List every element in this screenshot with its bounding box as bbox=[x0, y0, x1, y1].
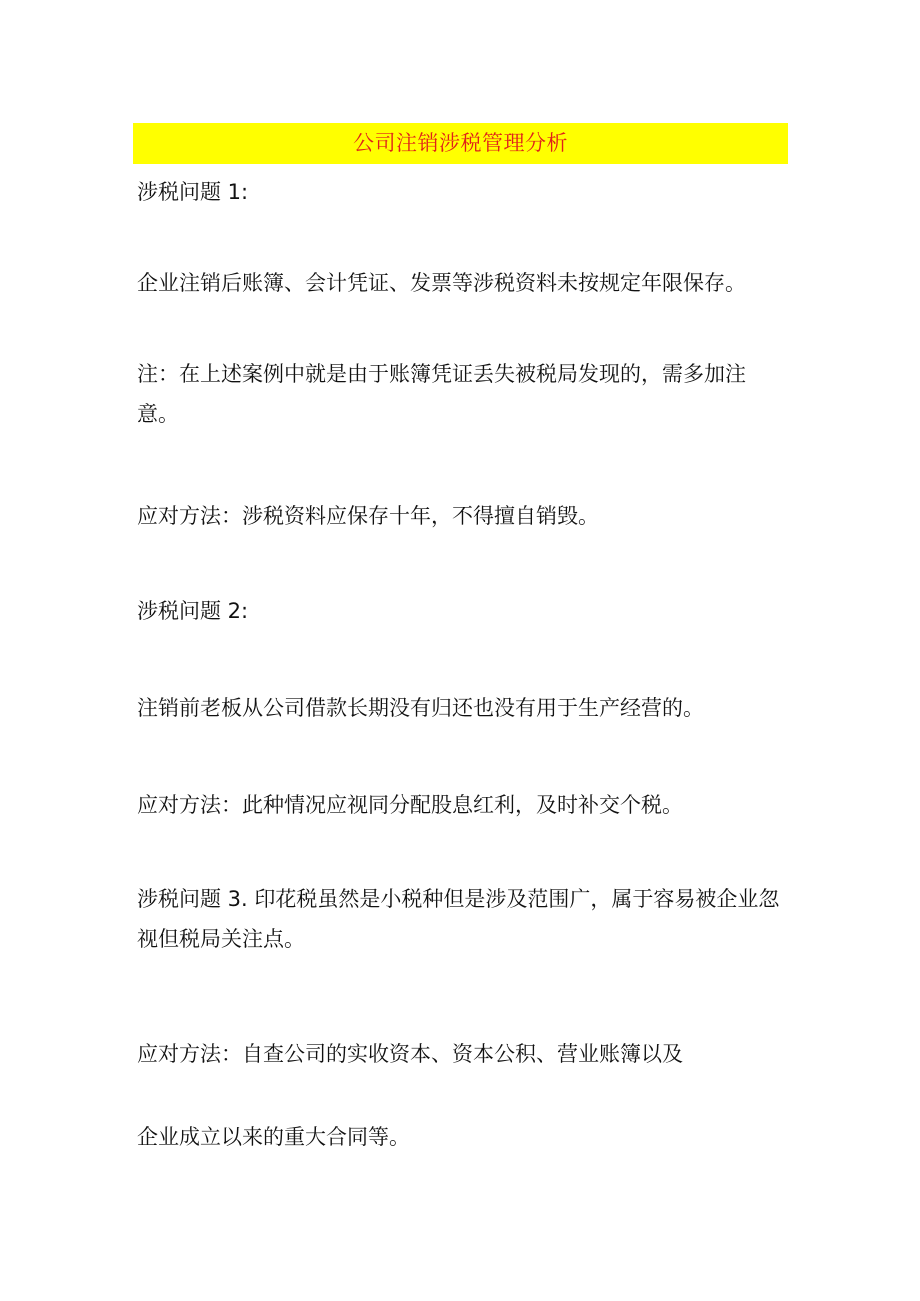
paragraph-issue-3-solution: 应对方法：自查公司的实收资本、资本公积、营业账簿以及 bbox=[137, 1042, 683, 1066]
paragraph-issue-1-heading: 涉税问题 1: bbox=[137, 180, 249, 204]
paragraph-issue-3-solution-cont: 企业成立以来的重大合同等。 bbox=[137, 1125, 410, 1149]
paragraph-issue-2-heading: 涉税问题 2: bbox=[137, 599, 249, 623]
title-highlight-bar bbox=[133, 123, 788, 164]
paragraph-issue-2-body: 注销前老板从公司借款长期没有归还也没有用于生产经营的。 bbox=[137, 696, 704, 720]
paragraph-issue-2-solution: 应对方法：此种情况应视同分配股息红利，及时补交个税。 bbox=[137, 793, 683, 817]
paragraph-issue-3: 涉税问题 3. 印花税虽然是小税种但是涉及范围广，属于容易被企业忽视但税局关注点。 bbox=[137, 887, 780, 951]
paragraph-issue-1-solution: 应对方法：涉税资料应保存十年，不得擅自销毁。 bbox=[137, 504, 599, 528]
document-title: 公司注销涉税管理分析 bbox=[353, 131, 568, 155]
paragraph-issue-1-note: 注：在上述案例中就是由于账簿凭证丢失被税局发现的，需多加注意。 bbox=[137, 362, 746, 426]
paragraph-issue-1-body: 企业注销后账簿、会计凭证、发票等涉税资料未按规定年限保存。 bbox=[137, 271, 746, 295]
